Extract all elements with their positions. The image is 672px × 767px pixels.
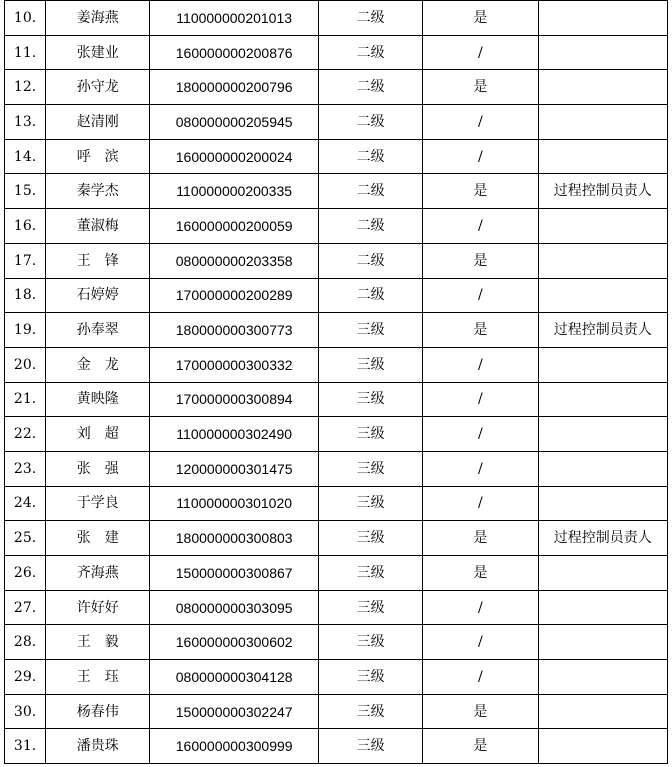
role-cell [538, 1, 667, 36]
level-cell: 三级 [318, 660, 422, 695]
certificate-number-cell: 120000000301475 [150, 451, 319, 486]
certificate-number-cell: 180000000200796 [150, 70, 319, 105]
flag-cell: 是 [423, 521, 538, 556]
name-cell: 呼 滨 [46, 139, 150, 174]
flag-cell: 是 [423, 694, 538, 729]
level-cell: 三级 [318, 451, 422, 486]
certificate-number-cell: 160000000200024 [150, 139, 319, 174]
personnel-table [4, 0, 668, 764]
flag-cell: 是 [423, 1, 538, 36]
name-cell: 王 锋 [46, 243, 150, 278]
row-number-cell: 28. [5, 625, 46, 660]
name-cell: 黄映隆 [46, 382, 150, 417]
role-cell [538, 417, 667, 452]
level-cell: 三级 [318, 521, 422, 556]
name-cell: 潘贵珠 [46, 729, 150, 764]
row-number-cell: 23. [5, 451, 46, 486]
row-number-cell: 25. [5, 521, 46, 556]
row-number-cell: 12. [5, 70, 46, 105]
certificate-number-cell: 160000000300999 [150, 729, 319, 764]
role-cell [538, 590, 667, 625]
flag-cell: / [423, 451, 538, 486]
row-number-cell: 30. [5, 694, 46, 729]
flag-cell: / [423, 209, 538, 244]
name-cell: 金 龙 [46, 347, 150, 382]
flag-cell: / [423, 347, 538, 382]
table-row [5, 174, 668, 209]
level-cell: 二级 [318, 174, 422, 209]
flag-cell: / [423, 35, 538, 70]
name-cell: 孙奉翠 [46, 313, 150, 348]
role-cell [538, 278, 667, 313]
table-row [5, 382, 668, 417]
role-cell: 过程控制员责人 [538, 313, 667, 348]
name-cell: 石婷婷 [46, 278, 150, 313]
table-row [5, 729, 668, 764]
table-row [5, 590, 668, 625]
level-cell: 三级 [318, 694, 422, 729]
certificate-number-cell: 170000000200289 [150, 278, 319, 313]
table-row [5, 278, 668, 313]
name-cell: 张 强 [46, 451, 150, 486]
personnel-table-body [5, 1, 668, 764]
flag-cell: 是 [423, 729, 538, 764]
name-cell: 许好好 [46, 590, 150, 625]
flag-cell: 是 [423, 243, 538, 278]
table-row [5, 694, 668, 729]
certificate-number-cell: 110000000302490 [150, 417, 319, 452]
level-cell: 二级 [318, 243, 422, 278]
certificate-number-cell: 150000000300867 [150, 556, 319, 591]
name-cell: 张 建 [46, 521, 150, 556]
role-cell [538, 347, 667, 382]
level-cell: 三级 [318, 313, 422, 348]
row-number-cell: 26. [5, 556, 46, 591]
level-cell: 二级 [318, 278, 422, 313]
table-row [5, 70, 668, 105]
table-row [5, 556, 668, 591]
flag-cell: / [423, 105, 538, 140]
name-cell: 王 毅 [46, 625, 150, 660]
certificate-number-cell: 080000000203358 [150, 243, 319, 278]
role-cell [538, 139, 667, 174]
flag-cell: / [423, 382, 538, 417]
certificate-number-cell: 160000000200876 [150, 35, 319, 70]
table-row [5, 1, 668, 36]
role-cell [538, 486, 667, 521]
role-cell: 过程控制员责人 [538, 521, 667, 556]
level-cell: 二级 [318, 209, 422, 244]
role-cell [538, 451, 667, 486]
table-row [5, 209, 668, 244]
flag-cell: / [423, 625, 538, 660]
level-cell: 三级 [318, 382, 422, 417]
flag-cell: / [423, 660, 538, 695]
role-cell [538, 382, 667, 417]
certificate-number-cell: 080000000303095 [150, 590, 319, 625]
row-number-cell: 22. [5, 417, 46, 452]
role-cell [538, 105, 667, 140]
name-cell: 孙守龙 [46, 70, 150, 105]
level-cell: 三级 [318, 347, 422, 382]
level-cell: 三级 [318, 625, 422, 660]
role-cell [538, 70, 667, 105]
level-cell: 二级 [318, 139, 422, 174]
name-cell: 姜海燕 [46, 1, 150, 36]
table-row [5, 243, 668, 278]
name-cell: 王 珏 [46, 660, 150, 695]
name-cell: 赵清刚 [46, 105, 150, 140]
name-cell: 杨春伟 [46, 694, 150, 729]
level-cell: 三级 [318, 590, 422, 625]
level-cell: 二级 [318, 70, 422, 105]
role-cell [538, 556, 667, 591]
level-cell: 二级 [318, 35, 422, 70]
row-number-cell: 16. [5, 209, 46, 244]
row-number-cell: 15. [5, 174, 46, 209]
flag-cell: / [423, 417, 538, 452]
row-number-cell: 17. [5, 243, 46, 278]
name-cell: 董淑梅 [46, 209, 150, 244]
level-cell: 二级 [318, 1, 422, 36]
name-cell: 刘 超 [46, 417, 150, 452]
certificate-number-cell: 110000000200335 [150, 174, 319, 209]
row-number-cell: 24. [5, 486, 46, 521]
table-row [5, 451, 668, 486]
row-number-cell: 27. [5, 590, 46, 625]
certificate-number-cell: 180000000300803 [150, 521, 319, 556]
flag-cell: / [423, 139, 538, 174]
row-number-cell: 19. [5, 313, 46, 348]
level-cell: 三级 [318, 556, 422, 591]
table-row [5, 35, 668, 70]
flag-cell: 是 [423, 70, 538, 105]
row-number-cell: 20. [5, 347, 46, 382]
certificate-number-cell: 110000000201013 [150, 1, 319, 36]
row-number-cell: 13. [5, 105, 46, 140]
table-row [5, 486, 668, 521]
role-cell [538, 694, 667, 729]
table-row [5, 105, 668, 140]
row-number-cell: 14. [5, 139, 46, 174]
table-row [5, 660, 668, 695]
certificate-number-cell: 080000000304128 [150, 660, 319, 695]
flag-cell: 是 [423, 556, 538, 591]
flag-cell: 是 [423, 313, 538, 348]
table-row [5, 625, 668, 660]
name-cell: 于学良 [46, 486, 150, 521]
name-cell: 齐海燕 [46, 556, 150, 591]
flag-cell: / [423, 590, 538, 625]
certificate-number-cell: 080000000205945 [150, 105, 319, 140]
certificate-number-cell: 160000000300602 [150, 625, 319, 660]
row-number-cell: 18. [5, 278, 46, 313]
table-row [5, 347, 668, 382]
flag-cell: 是 [423, 174, 538, 209]
row-number-cell: 11. [5, 35, 46, 70]
role-cell [538, 729, 667, 764]
table-row [5, 139, 668, 174]
role-cell [538, 625, 667, 660]
row-number-cell: 31. [5, 729, 46, 764]
table-row [5, 417, 668, 452]
role-cell [538, 243, 667, 278]
certificate-number-cell: 170000000300332 [150, 347, 319, 382]
flag-cell: / [423, 486, 538, 521]
certificate-number-cell: 180000000300773 [150, 313, 319, 348]
certificate-number-cell: 150000000302247 [150, 694, 319, 729]
level-cell: 三级 [318, 486, 422, 521]
flag-cell: / [423, 278, 538, 313]
level-cell: 二级 [318, 105, 422, 140]
role-cell [538, 209, 667, 244]
level-cell: 三级 [318, 417, 422, 452]
certificate-number-cell: 110000000301020 [150, 486, 319, 521]
row-number-cell: 10. [5, 1, 46, 36]
table-row [5, 313, 668, 348]
role-cell [538, 660, 667, 695]
certificate-number-cell: 170000000300894 [150, 382, 319, 417]
role-cell: 过程控制员责人 [538, 174, 667, 209]
row-number-cell: 29. [5, 660, 46, 695]
table-row [5, 521, 668, 556]
row-number-cell: 21. [5, 382, 46, 417]
certificate-number-cell: 160000000200059 [150, 209, 319, 244]
name-cell: 秦学杰 [46, 174, 150, 209]
role-cell [538, 35, 667, 70]
name-cell: 张建业 [46, 35, 150, 70]
level-cell: 三级 [318, 729, 422, 764]
